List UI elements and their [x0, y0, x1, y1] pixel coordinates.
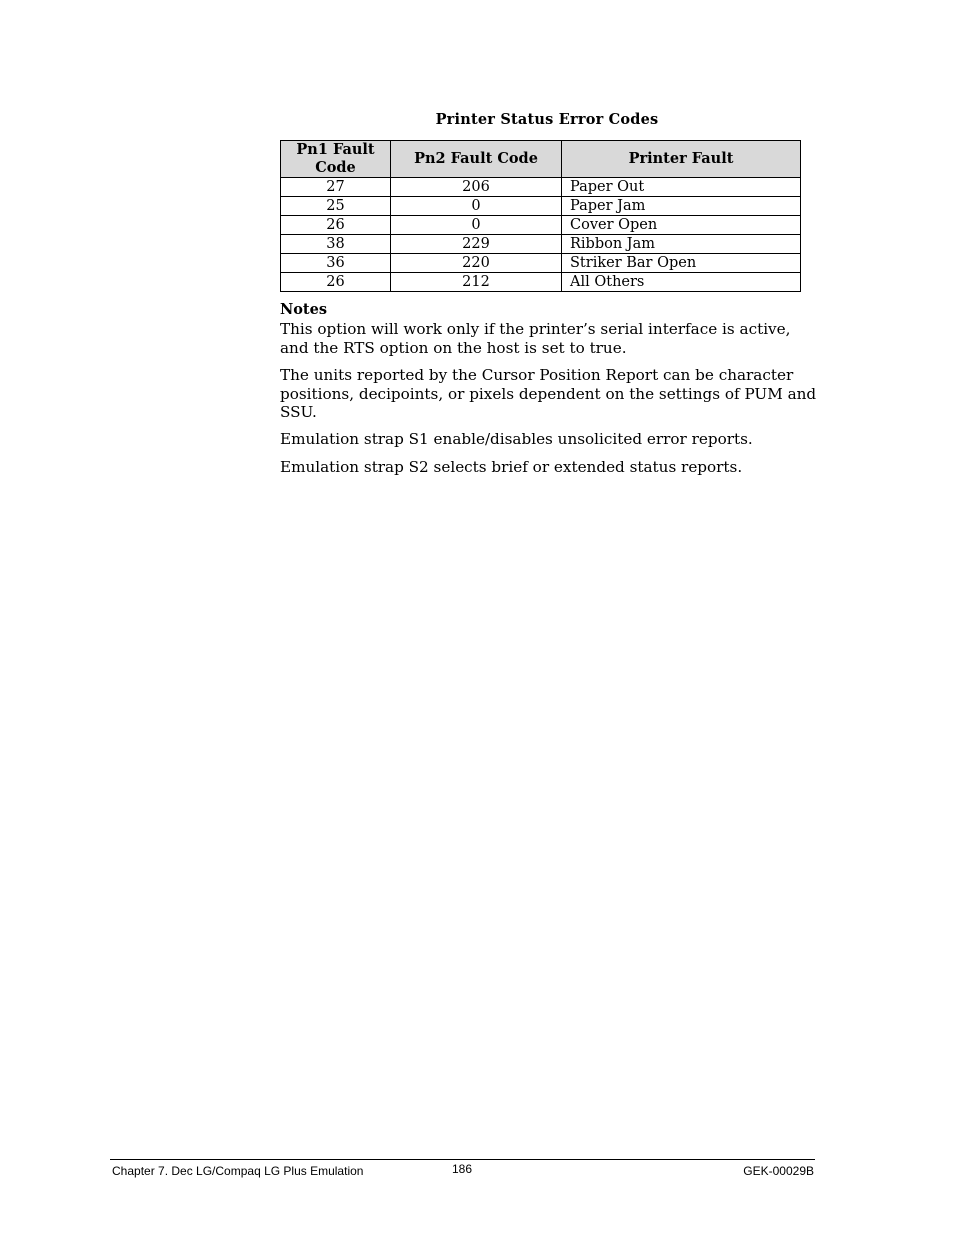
table-row	[281, 178, 801, 197]
table-row	[281, 235, 801, 254]
pn2-code-cell: 0	[391, 197, 562, 216]
printer-fault-cell: Striker Bar Open	[562, 254, 801, 273]
footer-divider	[110, 1159, 815, 1160]
pn1-code-cell: 27	[281, 178, 391, 197]
pn2-code-cell: 206	[391, 178, 562, 197]
footer-document-id: GEK-00029B	[743, 1164, 814, 1178]
pn2-code-cell: 212	[391, 273, 562, 292]
header-pn1-fault-code: Pn1 Fault Code	[281, 141, 391, 178]
footer-page-number: 186	[452, 1162, 473, 1176]
table-caption: Printer Status Error Codes	[435, 111, 659, 128]
note-paragraph: Emulation strap S1 enable/disables unsolicited error reports.	[280, 430, 753, 448]
printer-fault-cell: Ribbon Jam	[562, 235, 801, 254]
notes-heading: Notes	[280, 301, 328, 318]
table-row	[281, 273, 801, 292]
note-paragraph: This option will work only if the printer’s serial interface is active, and the RTS option on the host is set to true.	[280, 320, 791, 357]
pn2-code-cell: 0	[391, 216, 562, 235]
pn1-code-cell: 38	[281, 235, 391, 254]
pn2-code-cell: 220	[391, 254, 562, 273]
header-pn2-fault-code: Pn2 Fault Code	[391, 141, 562, 178]
note-paragraph: Emulation strap S2 selects brief or extended status reports.	[280, 458, 743, 476]
table-row	[281, 216, 801, 235]
table-row	[281, 254, 801, 273]
table-row	[281, 197, 801, 216]
pn1-code-cell: 36	[281, 254, 391, 273]
printer-fault-cell: Paper Out	[562, 178, 801, 197]
pn1-code-cell: 25	[281, 197, 391, 216]
printer-fault-cell: Cover Open	[562, 216, 801, 235]
footer-chapter-title: Chapter 7. Dec LG/Compaq LG Plus Emulation	[112, 1164, 364, 1178]
pn1-code-cell: 26	[281, 216, 391, 235]
printer-fault-cell: All Others	[562, 273, 801, 292]
note-paragraph: The units reported by the Cursor Position Report can be character positions, decipoints, or pixels dependent on the settings of PUM and SSU.	[280, 366, 817, 421]
table-header-row	[281, 141, 801, 178]
printer-status-error-codes-table	[280, 140, 801, 292]
pn2-code-cell: 229	[391, 235, 562, 254]
header-printer-fault: Printer Fault	[562, 141, 801, 178]
pn1-code-cell: 26	[281, 273, 391, 292]
printer-fault-cell: Paper Jam	[562, 197, 801, 216]
